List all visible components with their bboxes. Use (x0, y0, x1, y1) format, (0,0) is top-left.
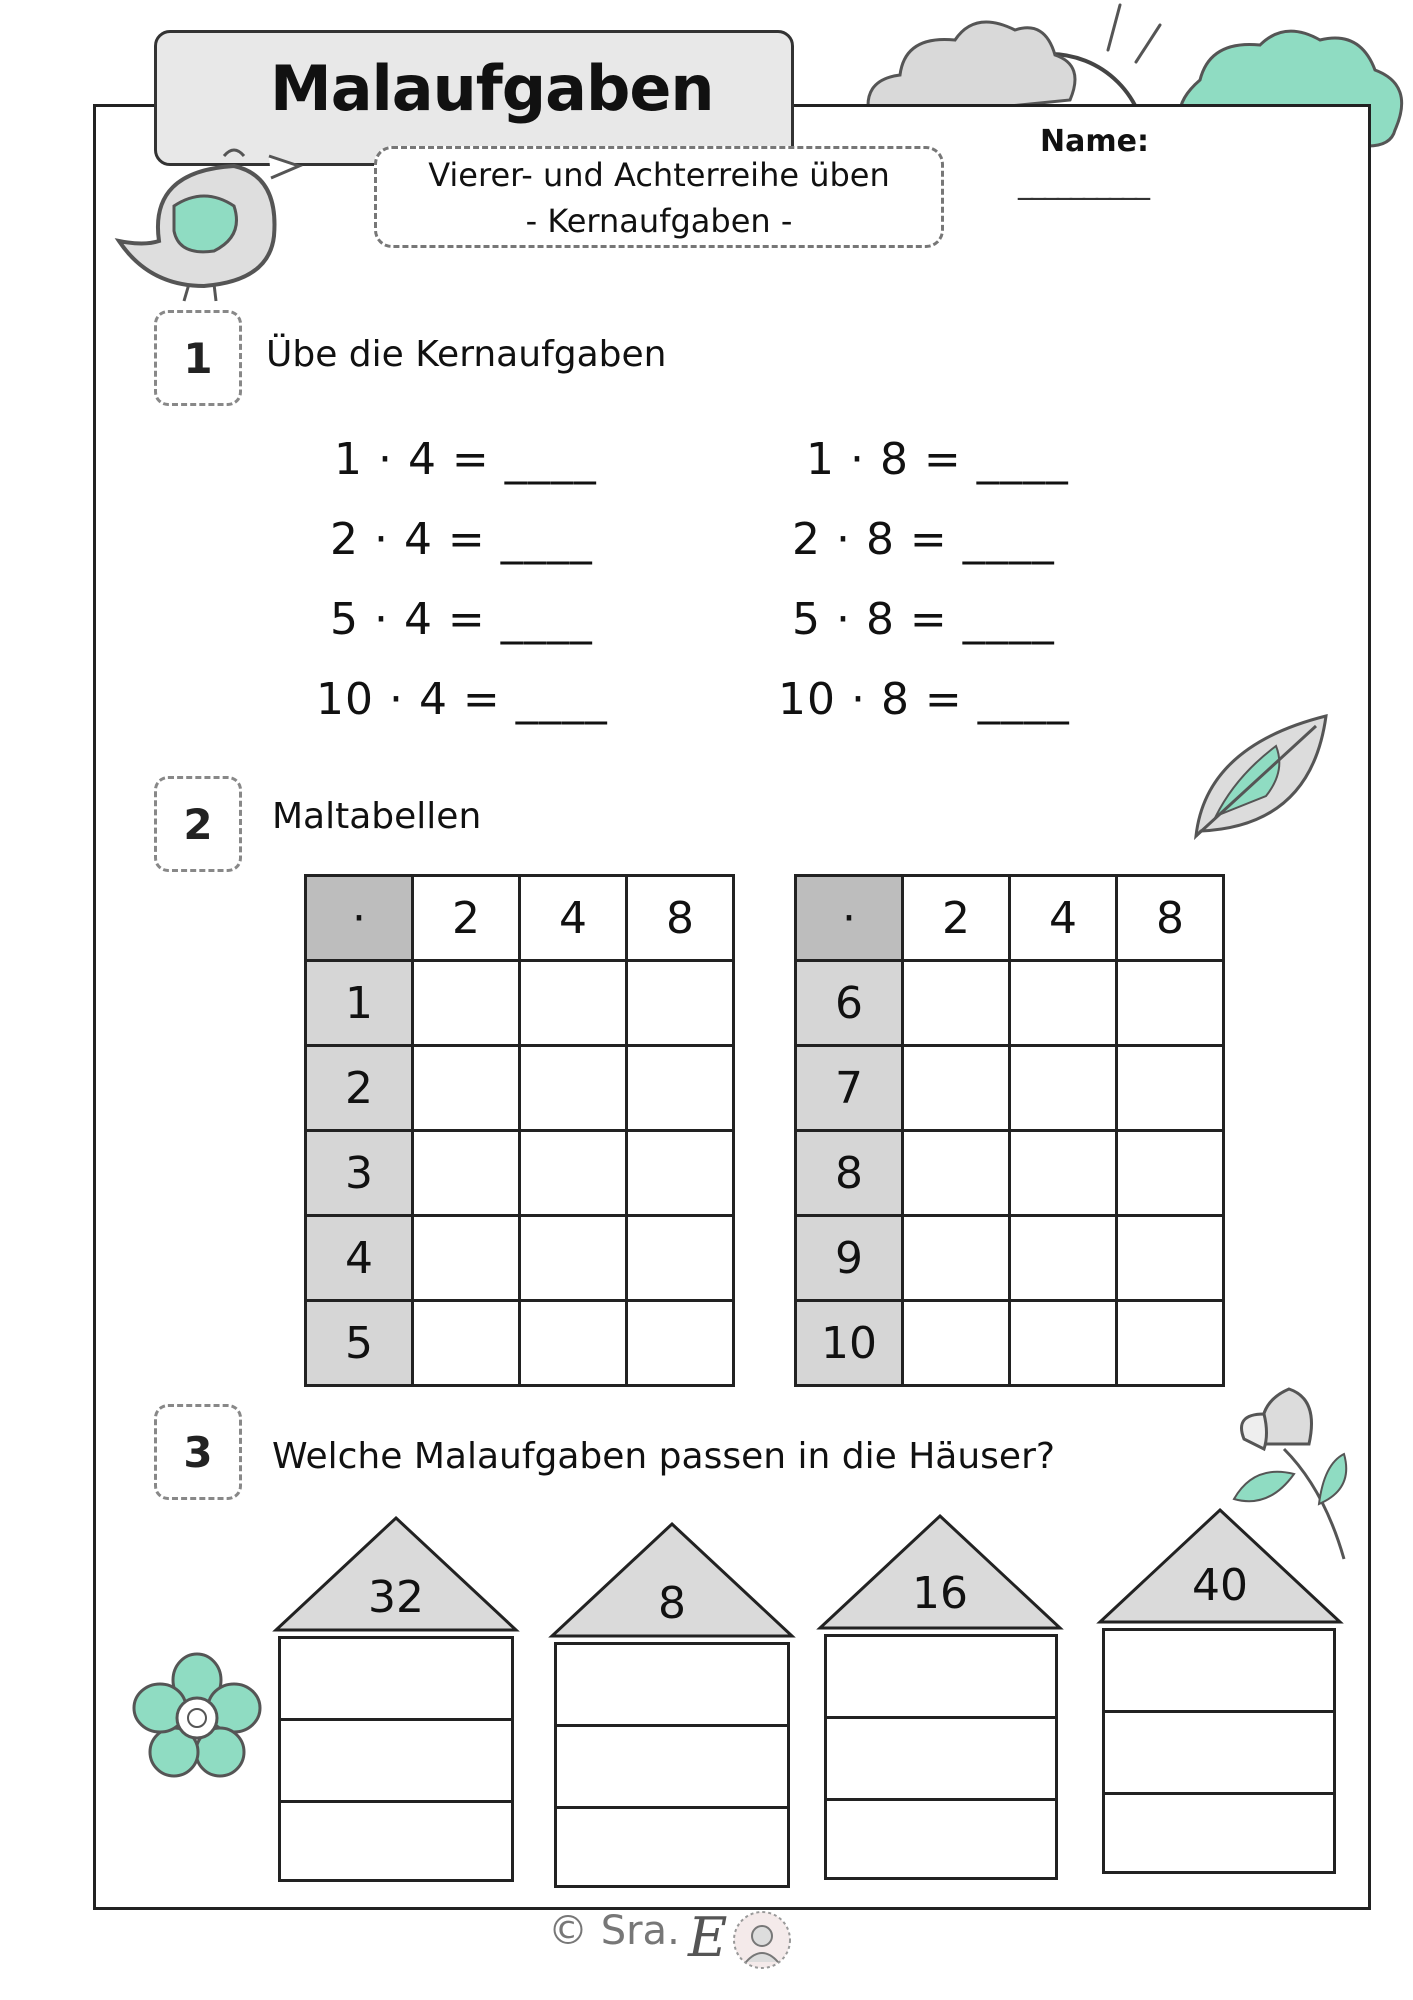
table-column-header: 8 (1117, 876, 1224, 961)
answer-row[interactable] (1105, 1631, 1333, 1713)
answer-row[interactable] (281, 1721, 511, 1803)
task2-title: Maltabellen (272, 796, 482, 837)
table-row-header: 6 (796, 961, 903, 1046)
equation-right-2: 2 · 8 = ____ (792, 514, 1055, 565)
answer-cell[interactable] (903, 1131, 1010, 1216)
subtitle-line-1: Vierer- und Achterreihe üben (428, 156, 890, 194)
table-row-header: 8 (796, 1131, 903, 1216)
table-column-header: 8 (627, 876, 734, 961)
answer-cell[interactable] (1010, 1301, 1117, 1386)
multiplication-table-1 (304, 874, 735, 1387)
house-number: 8 (658, 1578, 686, 1629)
answer-cell[interactable] (520, 1216, 627, 1301)
answer-row[interactable] (827, 1637, 1055, 1719)
answer-cell[interactable] (520, 1131, 627, 1216)
answer-row[interactable] (827, 1719, 1055, 1801)
answer-cell[interactable] (1010, 1216, 1117, 1301)
answer-cell[interactable] (520, 1301, 627, 1386)
answer-row[interactable] (281, 1639, 511, 1721)
answer-cell[interactable] (903, 961, 1010, 1046)
table-corner: · (306, 876, 413, 961)
task-number-label: 1 (183, 333, 213, 383)
copyright-text: © Sra. (548, 1908, 680, 1954)
house-3 (816, 1512, 1064, 1882)
answer-cell[interactable] (413, 1216, 520, 1301)
answer-cell[interactable] (1117, 1216, 1224, 1301)
flower-illustration (130, 1650, 264, 1784)
answer-row[interactable] (557, 1727, 787, 1809)
answer-row[interactable] (1105, 1713, 1333, 1795)
answer-cell[interactable] (520, 1046, 627, 1131)
answer-cell[interactable] (627, 1131, 734, 1216)
house-number: 16 (912, 1568, 968, 1619)
answer-cell[interactable] (627, 961, 734, 1046)
answer-cell[interactable] (413, 961, 520, 1046)
answer-cell[interactable] (1010, 1131, 1117, 1216)
equation-left-3: 5 · 4 = ____ (330, 594, 593, 645)
house-body (1102, 1628, 1336, 1874)
house-body (278, 1636, 514, 1882)
house-2 (548, 1520, 796, 1890)
name-label: Name: (1040, 124, 1149, 159)
house-1 (272, 1514, 520, 1884)
house-number: 40 (1192, 1560, 1248, 1611)
answer-cell[interactable] (1117, 1301, 1224, 1386)
answer-cell[interactable] (627, 1216, 734, 1301)
subtitle-box (374, 146, 944, 248)
task-number-label: 3 (183, 1427, 213, 1477)
svg-text:E: E (688, 1906, 728, 1969)
equation-left-4: 10 · 4 = ____ (316, 674, 608, 725)
table-row-header: 7 (796, 1046, 903, 1131)
subtitle-line-2: - Kernaufgaben - (525, 202, 793, 240)
answer-row[interactable] (557, 1645, 787, 1727)
answer-cell[interactable] (903, 1301, 1010, 1386)
table-row-header: 5 (306, 1301, 413, 1386)
table-column-header: 4 (520, 876, 627, 961)
table-column-header: 4 (1010, 876, 1117, 961)
house-body (554, 1642, 790, 1888)
table-row-header: 2 (306, 1046, 413, 1131)
answer-row[interactable] (1105, 1795, 1333, 1871)
task-number-3 (154, 1404, 242, 1500)
table-row-header: 4 (306, 1216, 413, 1301)
equation-left-1: 1 · 4 = ____ (334, 434, 597, 485)
answer-cell[interactable] (1117, 1046, 1224, 1131)
answer-cell[interactable] (413, 1131, 520, 1216)
answer-cell[interactable] (413, 1301, 520, 1386)
task-number-2 (154, 776, 242, 872)
house-body (824, 1634, 1058, 1880)
page-title: Malaufgaben (270, 52, 714, 125)
answer-cell[interactable] (627, 1301, 734, 1386)
answer-cell[interactable] (1117, 961, 1224, 1046)
table-row-header: 1 (306, 961, 413, 1046)
answer-cell[interactable] (1010, 961, 1117, 1046)
answer-cell[interactable] (1010, 1046, 1117, 1131)
answer-cell[interactable] (520, 961, 627, 1046)
table-row-header: 10 (796, 1301, 903, 1386)
author-logo (684, 1900, 804, 1980)
answer-row[interactable] (827, 1801, 1055, 1877)
task1-title: Übe die Kernaufgaben (266, 334, 667, 375)
table-column-header: 2 (413, 876, 520, 961)
answer-row[interactable] (557, 1809, 787, 1885)
answer-cell[interactable] (903, 1216, 1010, 1301)
answer-cell[interactable] (903, 1046, 1010, 1131)
answer-cell[interactable] (627, 1046, 734, 1131)
equation-right-3: 5 · 8 = ____ (792, 594, 1055, 645)
task-number-label: 2 (183, 799, 213, 849)
answer-cell[interactable] (1117, 1131, 1224, 1216)
answer-cell[interactable] (413, 1046, 520, 1131)
leaf-illustration (1186, 706, 1346, 846)
answer-row[interactable] (281, 1803, 511, 1879)
bird-illustration (104, 96, 314, 306)
equation-right-1: 1 · 8 = ____ (806, 434, 1069, 485)
house-4 (1096, 1506, 1344, 1876)
name-field[interactable]: __________ (1018, 166, 1148, 201)
equation-right-4: 10 · 8 = ____ (778, 674, 1070, 725)
house-number: 32 (368, 1572, 424, 1623)
table-column-header: 2 (903, 876, 1010, 961)
table-row-header: 3 (306, 1131, 413, 1216)
table-corner: · (796, 876, 903, 961)
task-number-1 (154, 310, 242, 406)
task3-title: Welche Malaufgaben passen in die Häuser? (272, 1436, 1055, 1477)
table-row-header: 9 (796, 1216, 903, 1301)
multiplication-table-2 (794, 874, 1225, 1387)
equation-left-2: 2 · 4 = ____ (330, 514, 593, 565)
